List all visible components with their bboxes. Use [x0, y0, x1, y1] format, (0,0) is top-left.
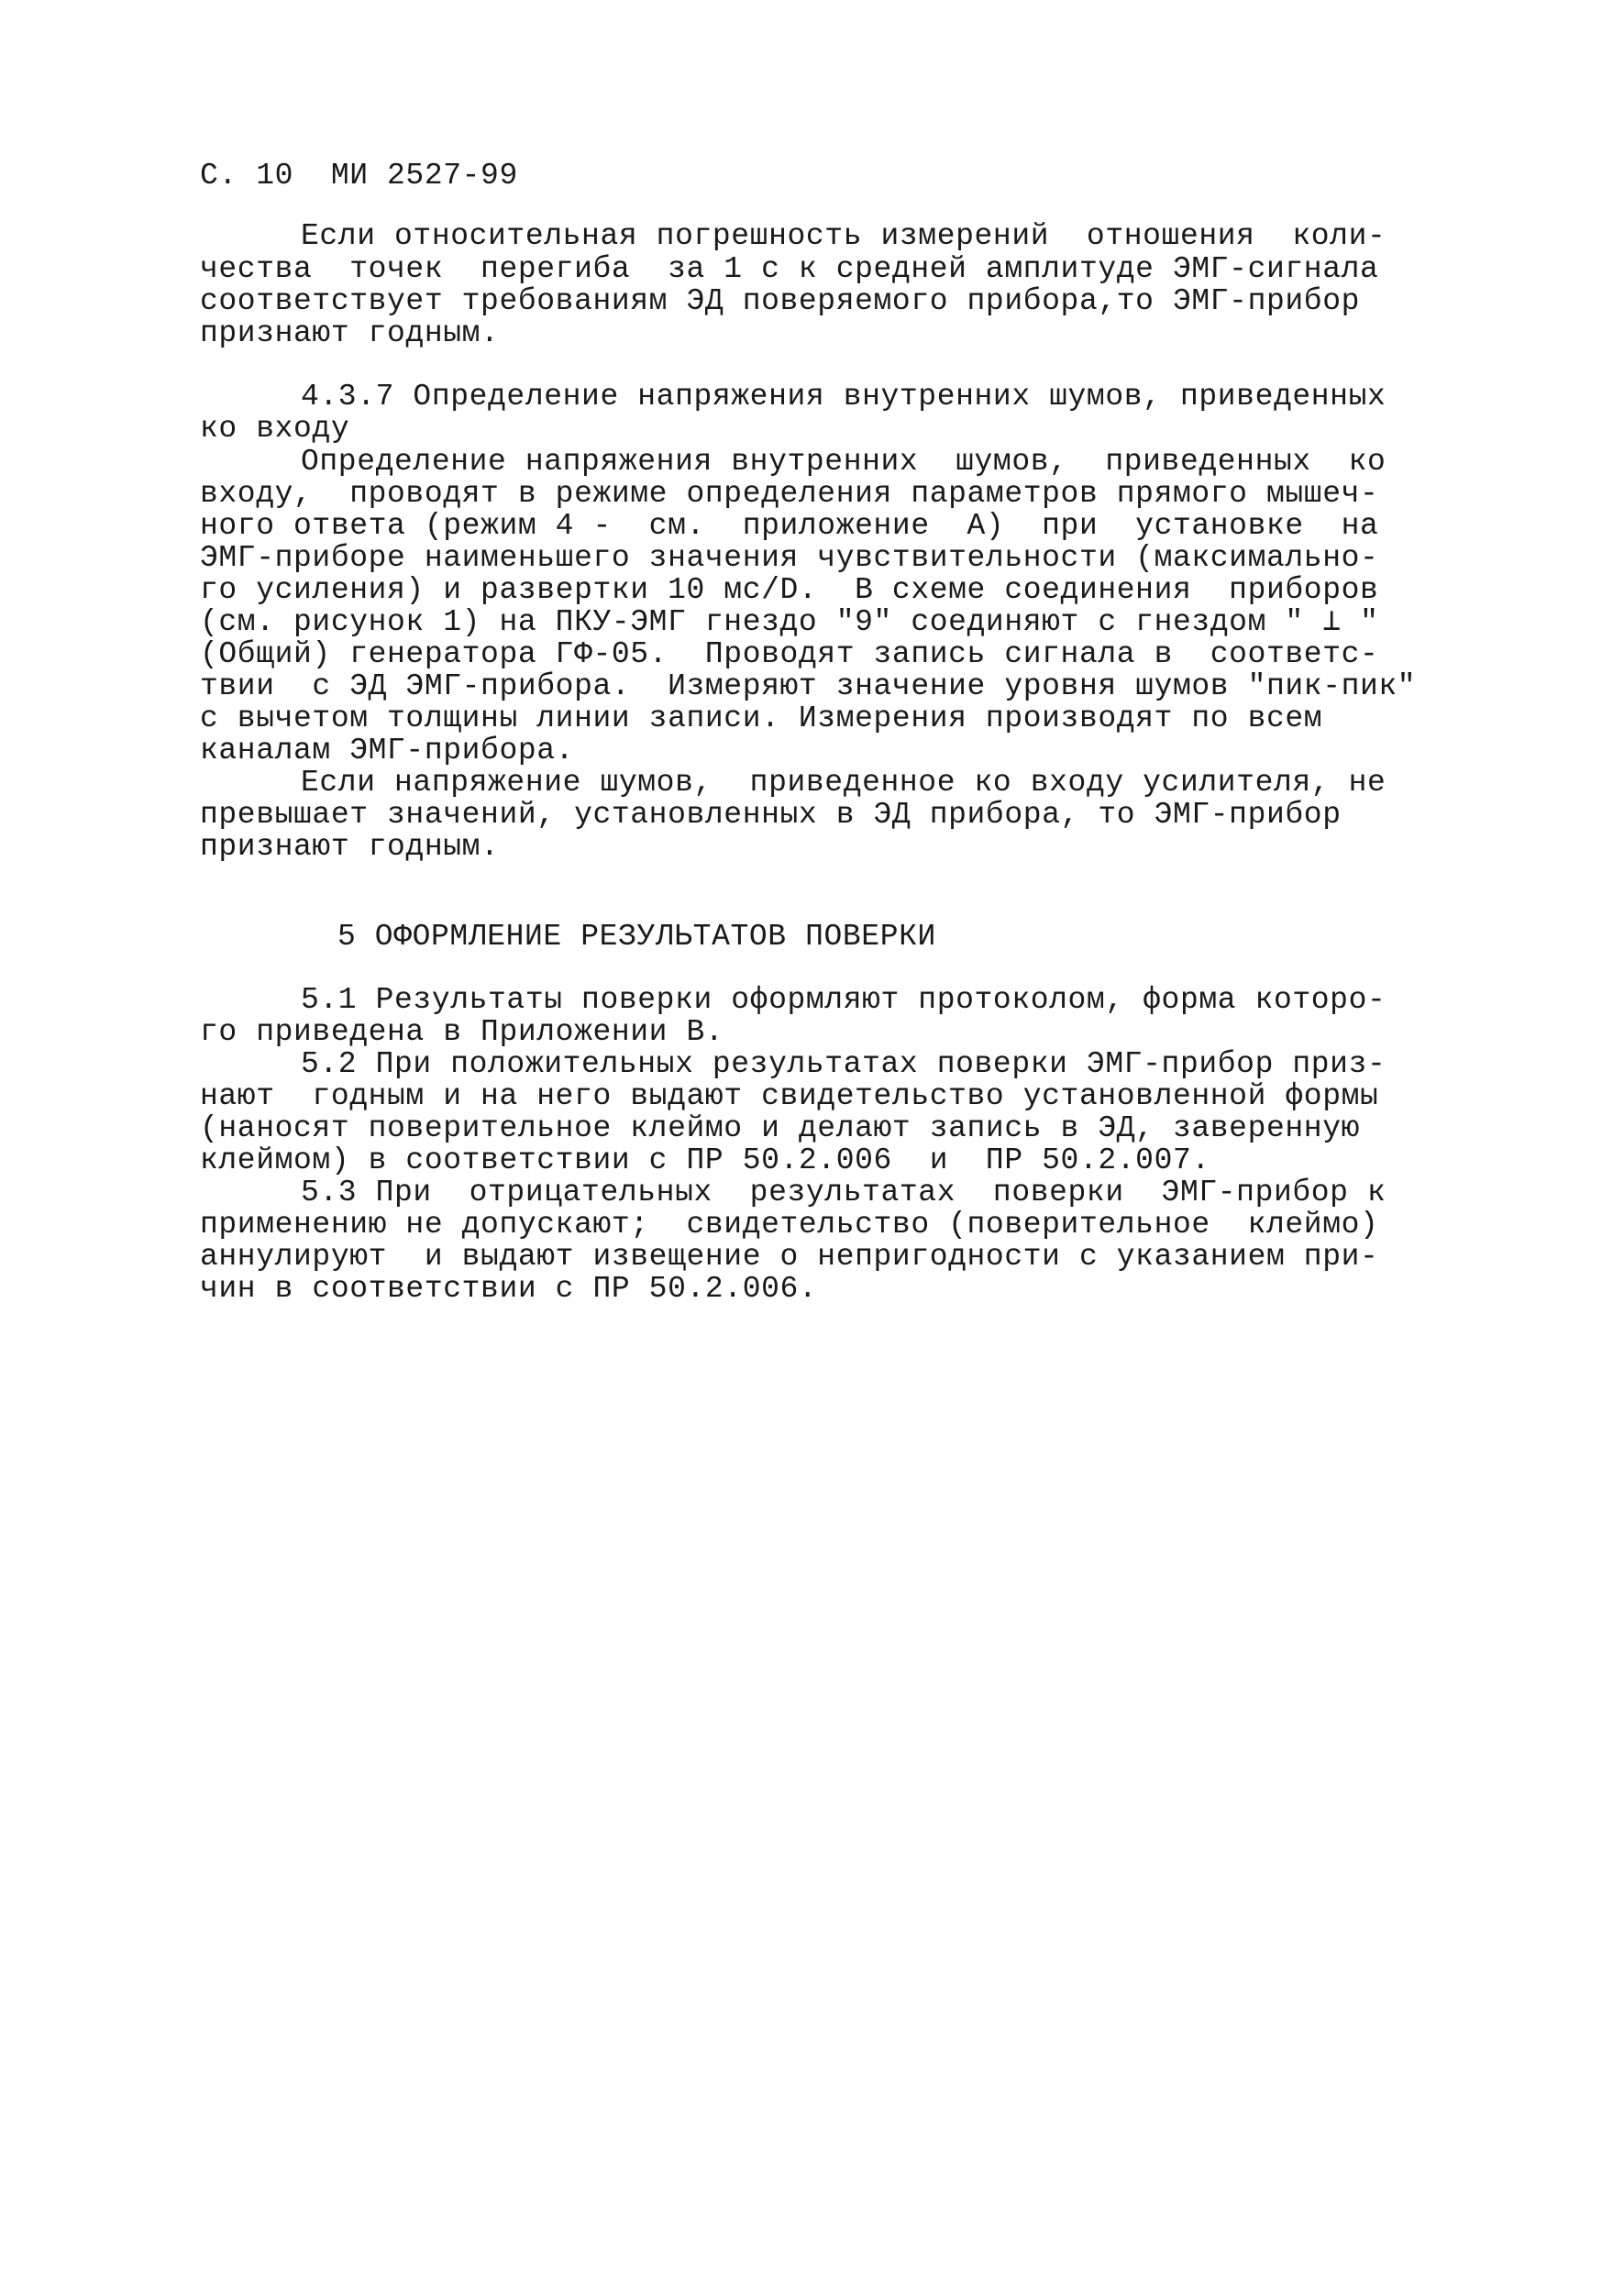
paragraph-line: соответствует требованиям ЭД поверяемого прибора,то ЭМГ-прибор [200, 284, 1360, 318]
paragraph-line: признают годным. [200, 830, 500, 864]
paragraph-line: входу, проводят в режиме определения параметров прямого мышеч- [200, 477, 1379, 511]
paragraph-line: (Общий) генератора ГФ-05. Проводят запись сигнала в соответс- [200, 637, 1379, 671]
paragraph-line: Определение напряжения внутренних шумов, приведенных ко [301, 445, 1386, 479]
paragraph-line: Если напряжение шумов, приведенное ко входу усилителя, не [301, 766, 1386, 800]
paragraph-line: клеймом) в соответствии с ПР 50.2.006 и ПР 50.2.007. [200, 1143, 1210, 1177]
paragraph-line: признают годным. [200, 316, 500, 350]
section-heading-line: 4.3.7 Определение напряжения внутренних шумов, приведенных [301, 380, 1386, 414]
paragraph-line: чества точек перегиба за 1 с к средней амплитуде ЭМГ-сигнала [200, 252, 1379, 286]
paragraph-line: превышает значений, установленных в ЭД прибора, то ЭМГ-прибор [200, 798, 1342, 832]
paragraph-line: аннулируют и выдают извещение о непригодности с указанием при- [200, 1240, 1379, 1274]
page-header: С. 10 МИ 2527-99 [200, 159, 518, 193]
paragraph-line: го усиления) и развертки 10 мс/D. В схеме соединения приборов [200, 573, 1379, 607]
paragraph-line: чин в соответствии с ПР 50.2.006. [200, 1272, 818, 1306]
paragraph-line: твии с ЭД ЭМГ-прибора. Измеряют значение уровня шумов "пик-пик" [200, 669, 1417, 703]
section-title: 5 ОФОРМЛЕНИЕ РЕЗУЛЬТАТОВ ПОВЕРКИ [337, 920, 936, 954]
paragraph-line: 5.3 При отрицательных результатах поверки ЭМГ-прибор к [301, 1176, 1386, 1209]
paragraph-line: (см. рисунок 1) на ПКУ-ЭМГ гнездо "9" соединяют с гнездом " ⊥ " [200, 605, 1379, 639]
paragraph-line: нают годным и на него выдают свидетельство установленной формы [200, 1079, 1379, 1113]
paragraph-line: ного ответа (режим 4 - см. приложение А) при установке на [200, 509, 1379, 543]
paragraph-line: (наносят поверительное клеймо и делают запись в ЭД, заверенную [200, 1111, 1360, 1145]
paragraph-line: го приведена в Приложении В. [200, 1015, 724, 1049]
paragraph-line: ЭМГ-приборе наименьшего значения чувствительности (максимально- [200, 541, 1379, 575]
paragraph-line: 5.2 При положительных результатах поверки ЭМГ-прибор приз- [301, 1047, 1386, 1081]
paragraph-line: каналам ЭМГ-прибора. [200, 734, 575, 768]
section-heading-line: ко входу [200, 412, 350, 446]
paragraph-line: применению не допускают; свидетельство (поверительное клеймо) [200, 1208, 1379, 1242]
paragraph-line: Если относительная погрешность измерений отношения коли- [301, 219, 1386, 253]
paragraph-line: 5.1 Результаты поверки оформляют протоколом, форма которо- [301, 983, 1386, 1017]
paragraph-line: с вычетом толщины линии записи. Измерения производят по всем [200, 701, 1323, 735]
